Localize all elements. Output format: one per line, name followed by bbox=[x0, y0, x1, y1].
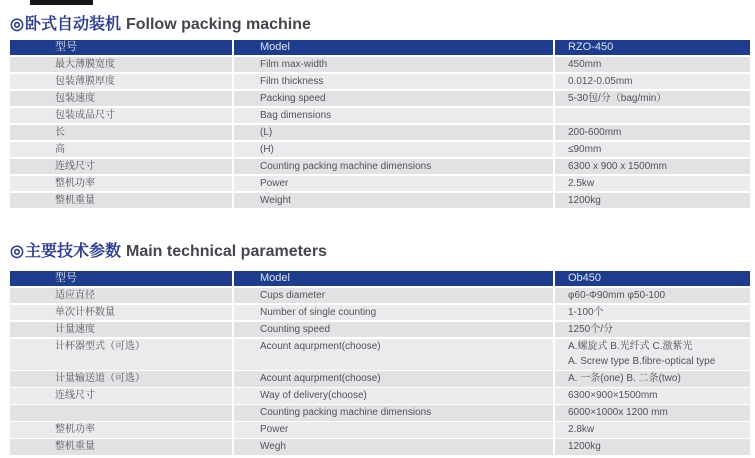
cell-param-zh: 整机重量 bbox=[10, 193, 232, 209]
cell-param-zh: 连线尺寸 bbox=[10, 159, 232, 175]
double-circle-bullet-icon: ◎ bbox=[10, 16, 24, 33]
cell-param-en: Number of single counting bbox=[234, 305, 553, 321]
header-model-value: Ob450 bbox=[555, 271, 750, 286]
cell-param-en: Counting speed bbox=[234, 322, 553, 338]
cell-param-en: Way of delivery(choose) bbox=[234, 388, 553, 404]
cell-param-zh: 包装速度 bbox=[10, 91, 232, 107]
header-param-en: Model bbox=[234, 40, 553, 55]
cell-param-en: (H) bbox=[234, 142, 553, 158]
section-title-en: Follow packing machine bbox=[125, 16, 311, 33]
cell-value bbox=[555, 339, 750, 370]
cell-param-zh: 计量输送道（可选） bbox=[10, 371, 232, 387]
table-row bbox=[10, 305, 750, 321]
cell-value-line-zh: A.螺旋式 B.光纤式 C.激紫光 bbox=[568, 340, 693, 352]
top-edge-fragment bbox=[30, 0, 93, 5]
cell-param-en: Film max-width bbox=[234, 57, 553, 73]
cell-param-zh: 连线尺寸 bbox=[10, 388, 232, 404]
cell-param-zh: 包装薄膜厚度 bbox=[10, 74, 232, 90]
header-param-zh: 型号 bbox=[10, 40, 232, 55]
cell-value: 450mm bbox=[555, 57, 750, 73]
cell-value: 1200kg bbox=[555, 439, 750, 455]
cell-param-zh: 计杯器型式（可选） bbox=[10, 339, 232, 370]
section-title-follow-packing-machine bbox=[10, 11, 311, 34]
cell-value: 5-30包/分（bag/min） bbox=[555, 91, 750, 107]
cell-value: ≤90mm bbox=[555, 142, 750, 158]
table-row bbox=[10, 422, 750, 438]
table-header-row bbox=[10, 40, 750, 55]
cell-value-line-en: A. Screw type B.fibre-optical type bbox=[568, 356, 716, 367]
cell-param-en: Wegh bbox=[234, 439, 553, 455]
cell-value: φ60-Φ90mm φ50-100 bbox=[555, 288, 750, 304]
cell-param-zh: 整机重量 bbox=[10, 439, 232, 455]
cell-value: 6300 x 900 x 1500mm bbox=[555, 159, 750, 175]
table-row bbox=[10, 91, 750, 107]
cell-param-zh: 整机功率 bbox=[10, 176, 232, 192]
cell-param-zh: 高 bbox=[10, 142, 232, 158]
cell-value: 2.5kw bbox=[555, 176, 750, 192]
cell-value bbox=[555, 108, 750, 124]
cell-param-en: Packing speed bbox=[234, 91, 553, 107]
cell-param-zh: 最大薄膜宽度 bbox=[10, 57, 232, 73]
cell-value: 6300×900×1500mm bbox=[555, 388, 750, 404]
header-param-zh: 型号 bbox=[10, 271, 232, 286]
header-model-value: RZO-450 bbox=[555, 40, 750, 55]
cell-value: 1-100个 bbox=[555, 305, 750, 321]
cell-param-en: Counting packing machine dimensions bbox=[234, 405, 553, 421]
section-title-zh: 卧式自动装机 bbox=[24, 16, 121, 33]
cell-param-zh: 单次计杯数量 bbox=[10, 305, 232, 321]
table-row bbox=[10, 125, 750, 141]
main-technical-parameters-table bbox=[10, 271, 750, 456]
table-row bbox=[10, 288, 750, 304]
cell-value: 200-600mm bbox=[555, 125, 750, 141]
cell-value: 1200kg bbox=[555, 193, 750, 209]
table-row bbox=[10, 74, 750, 90]
cell-param-zh: 整机功率 bbox=[10, 422, 232, 438]
table-row bbox=[10, 439, 750, 455]
cell-param-zh: 适应直径 bbox=[10, 288, 232, 304]
table-row bbox=[10, 405, 750, 421]
cell-value: 0.012-0.05mm bbox=[555, 74, 750, 90]
cell-param-zh bbox=[10, 405, 232, 421]
table-row bbox=[10, 322, 750, 338]
cell-param-en: Acount aqurpment(choose) bbox=[234, 371, 553, 387]
table-row bbox=[10, 339, 750, 370]
cell-param-en: Film thickness bbox=[234, 74, 553, 90]
table-row bbox=[10, 159, 750, 175]
cell-param-en: Counting packing machine dimensions bbox=[234, 159, 553, 175]
table-header-row bbox=[10, 271, 750, 286]
cell-param-en: (L) bbox=[234, 125, 553, 141]
cell-value: A. 一条(one) B. 二条(two) bbox=[555, 371, 750, 387]
table-row bbox=[10, 108, 750, 124]
cell-param-zh: 长 bbox=[10, 125, 232, 141]
section-title-zh: 主要技术参数 bbox=[24, 243, 121, 260]
cell-param-en: Acount aqurpment(choose) bbox=[234, 339, 553, 370]
table-row bbox=[10, 142, 750, 158]
table-row bbox=[10, 388, 750, 404]
header-param-en: Model bbox=[234, 271, 553, 286]
section-title-en: Main technical parameters bbox=[125, 243, 327, 260]
cell-param-zh: 包装成品尺寸 bbox=[10, 108, 232, 124]
follow-packing-machine-table bbox=[10, 40, 750, 210]
cell-param-en: Power bbox=[234, 176, 553, 192]
cell-param-en: Weight bbox=[234, 193, 553, 209]
cell-value: 2.8kw bbox=[555, 422, 750, 438]
table-row bbox=[10, 57, 750, 73]
cell-value: 1250个/分 bbox=[555, 322, 750, 338]
table-row bbox=[10, 176, 750, 192]
cell-param-zh: 计量速度 bbox=[10, 322, 232, 338]
table-row bbox=[10, 193, 750, 209]
cell-param-en: Bag dimensions bbox=[234, 108, 553, 124]
table-row bbox=[10, 371, 750, 387]
cell-param-en: Power bbox=[234, 422, 553, 438]
double-circle-bullet-icon: ◎ bbox=[10, 243, 24, 260]
section-title-main-technical-parameters bbox=[10, 238, 327, 261]
cell-param-en: Cups diameter bbox=[234, 288, 553, 304]
cell-value: 6000×1000x 1200 mm bbox=[555, 405, 750, 421]
